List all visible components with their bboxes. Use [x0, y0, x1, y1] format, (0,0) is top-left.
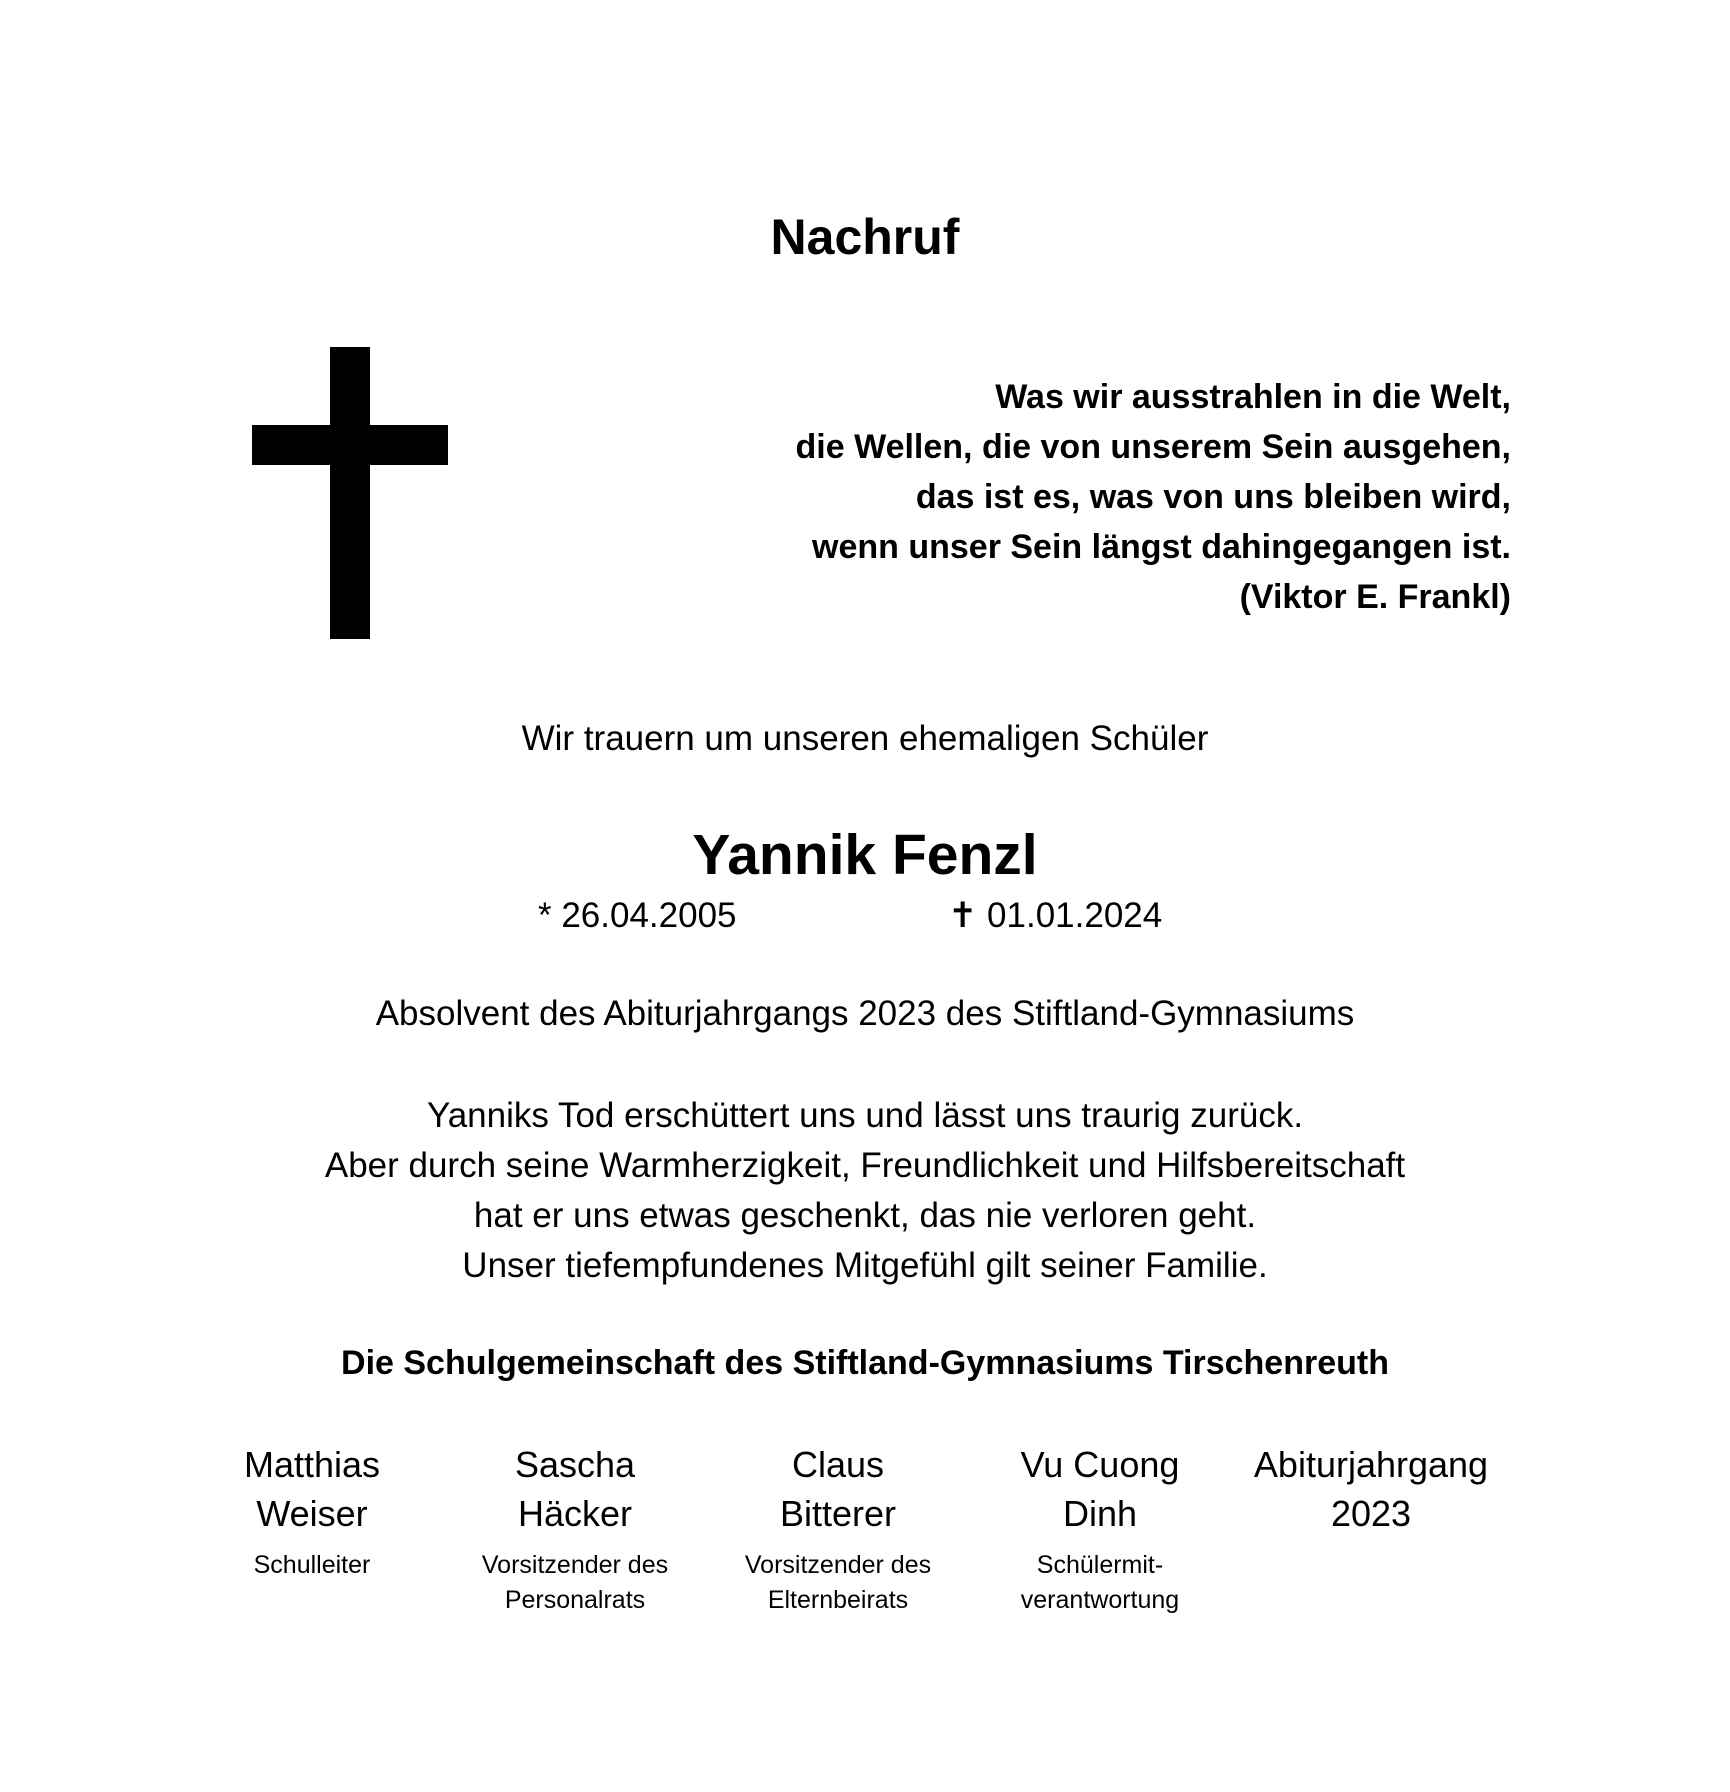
quote-block	[611, 372, 1511, 622]
deceased-name: Yannik Fenzl	[692, 823, 1038, 887]
signatory-name	[960, 1440, 1240, 1538]
condolence-message	[0, 1091, 1730, 1291]
signatory-role-line: Vorsitzender des	[481, 1551, 669, 1579]
signatory-name-line: Sascha	[514, 1444, 636, 1485]
message-line: Unser tiefempfundenes Mitgefühl gilt seiner Familie.	[462, 1246, 1268, 1285]
signatory-name	[1231, 1440, 1511, 1538]
quote-author: (Viktor E. Frankl)	[1239, 578, 1511, 616]
signatory-role-line: Schulleiter	[253, 1551, 371, 1579]
signatory-role-line: Schülermit-	[1036, 1551, 1164, 1579]
death-date: ✝ 01.01.2024	[948, 896, 1163, 935]
signatory	[1231, 1440, 1511, 1538]
intro-text: Wir trauern um unseren ehemaligen Schüler	[521, 719, 1209, 758]
signatory	[960, 1440, 1240, 1618]
message-line: hat er uns etwas geschenkt, das nie verloren geht.	[473, 1196, 1257, 1235]
message-line: Aber durch seine Warmherzigkeit, Freundlichkeit und Hilfsbereitschaft	[324, 1146, 1406, 1185]
signatory	[172, 1440, 452, 1583]
signatory-role	[435, 1548, 715, 1618]
signatory-role	[960, 1548, 1240, 1618]
signatory-name	[435, 1440, 715, 1538]
signatory-role-line: Personalrats	[504, 1586, 646, 1614]
message-line: Yanniks Tod erschüttert uns und lässt uns traurig zurück.	[426, 1096, 1304, 1135]
signatory-role	[172, 1548, 452, 1583]
signatory-name-line: Weiser	[256, 1493, 368, 1534]
signatory	[698, 1440, 978, 1618]
signatory-role	[698, 1548, 978, 1618]
quote-line: wenn unser Sein längst dahingegangen ist.	[812, 528, 1511, 566]
signatory-name	[698, 1440, 978, 1538]
signatory-name-line: Häcker	[517, 1493, 633, 1534]
signatory-name-line: 2023	[1330, 1493, 1412, 1534]
quote-line: Was wir ausstrahlen in die Welt,	[995, 378, 1511, 416]
signatory-name-line: Dinh	[1062, 1493, 1138, 1534]
signatory-name	[172, 1440, 452, 1538]
quote-line: die Wellen, die von unserem Sein ausgehen,	[795, 428, 1511, 466]
signatory-name-line: Matthias	[243, 1444, 381, 1485]
signatory-name-line: Claus	[791, 1444, 885, 1485]
signatory-role-line: verantwortung	[1020, 1586, 1180, 1614]
cross-icon	[252, 347, 448, 639]
signatory-name-line: Abiturjahrgang	[1253, 1444, 1489, 1485]
page-title: Nachruf	[770, 209, 960, 265]
quote-line: das ist es, was von uns bleiben wird,	[915, 478, 1511, 516]
signatory	[435, 1440, 715, 1618]
community-signature: Die Schulgemeinschaft des Stiftland-Gymnasiums Tirschenreuth	[341, 1344, 1389, 1382]
birth-date: * 26.04.2005	[538, 896, 737, 935]
signatory-role-line: Vorsitzender des	[744, 1551, 932, 1579]
signatory-name-line: Bitterer	[779, 1493, 897, 1534]
graduate-line: Absolvent des Abiturjahrgangs 2023 des Stiftland-Gymnasiums	[375, 994, 1355, 1033]
signatory-role-line: Elternbeirats	[767, 1586, 909, 1614]
signatory-name-line: Vu Cuong	[1020, 1444, 1180, 1485]
